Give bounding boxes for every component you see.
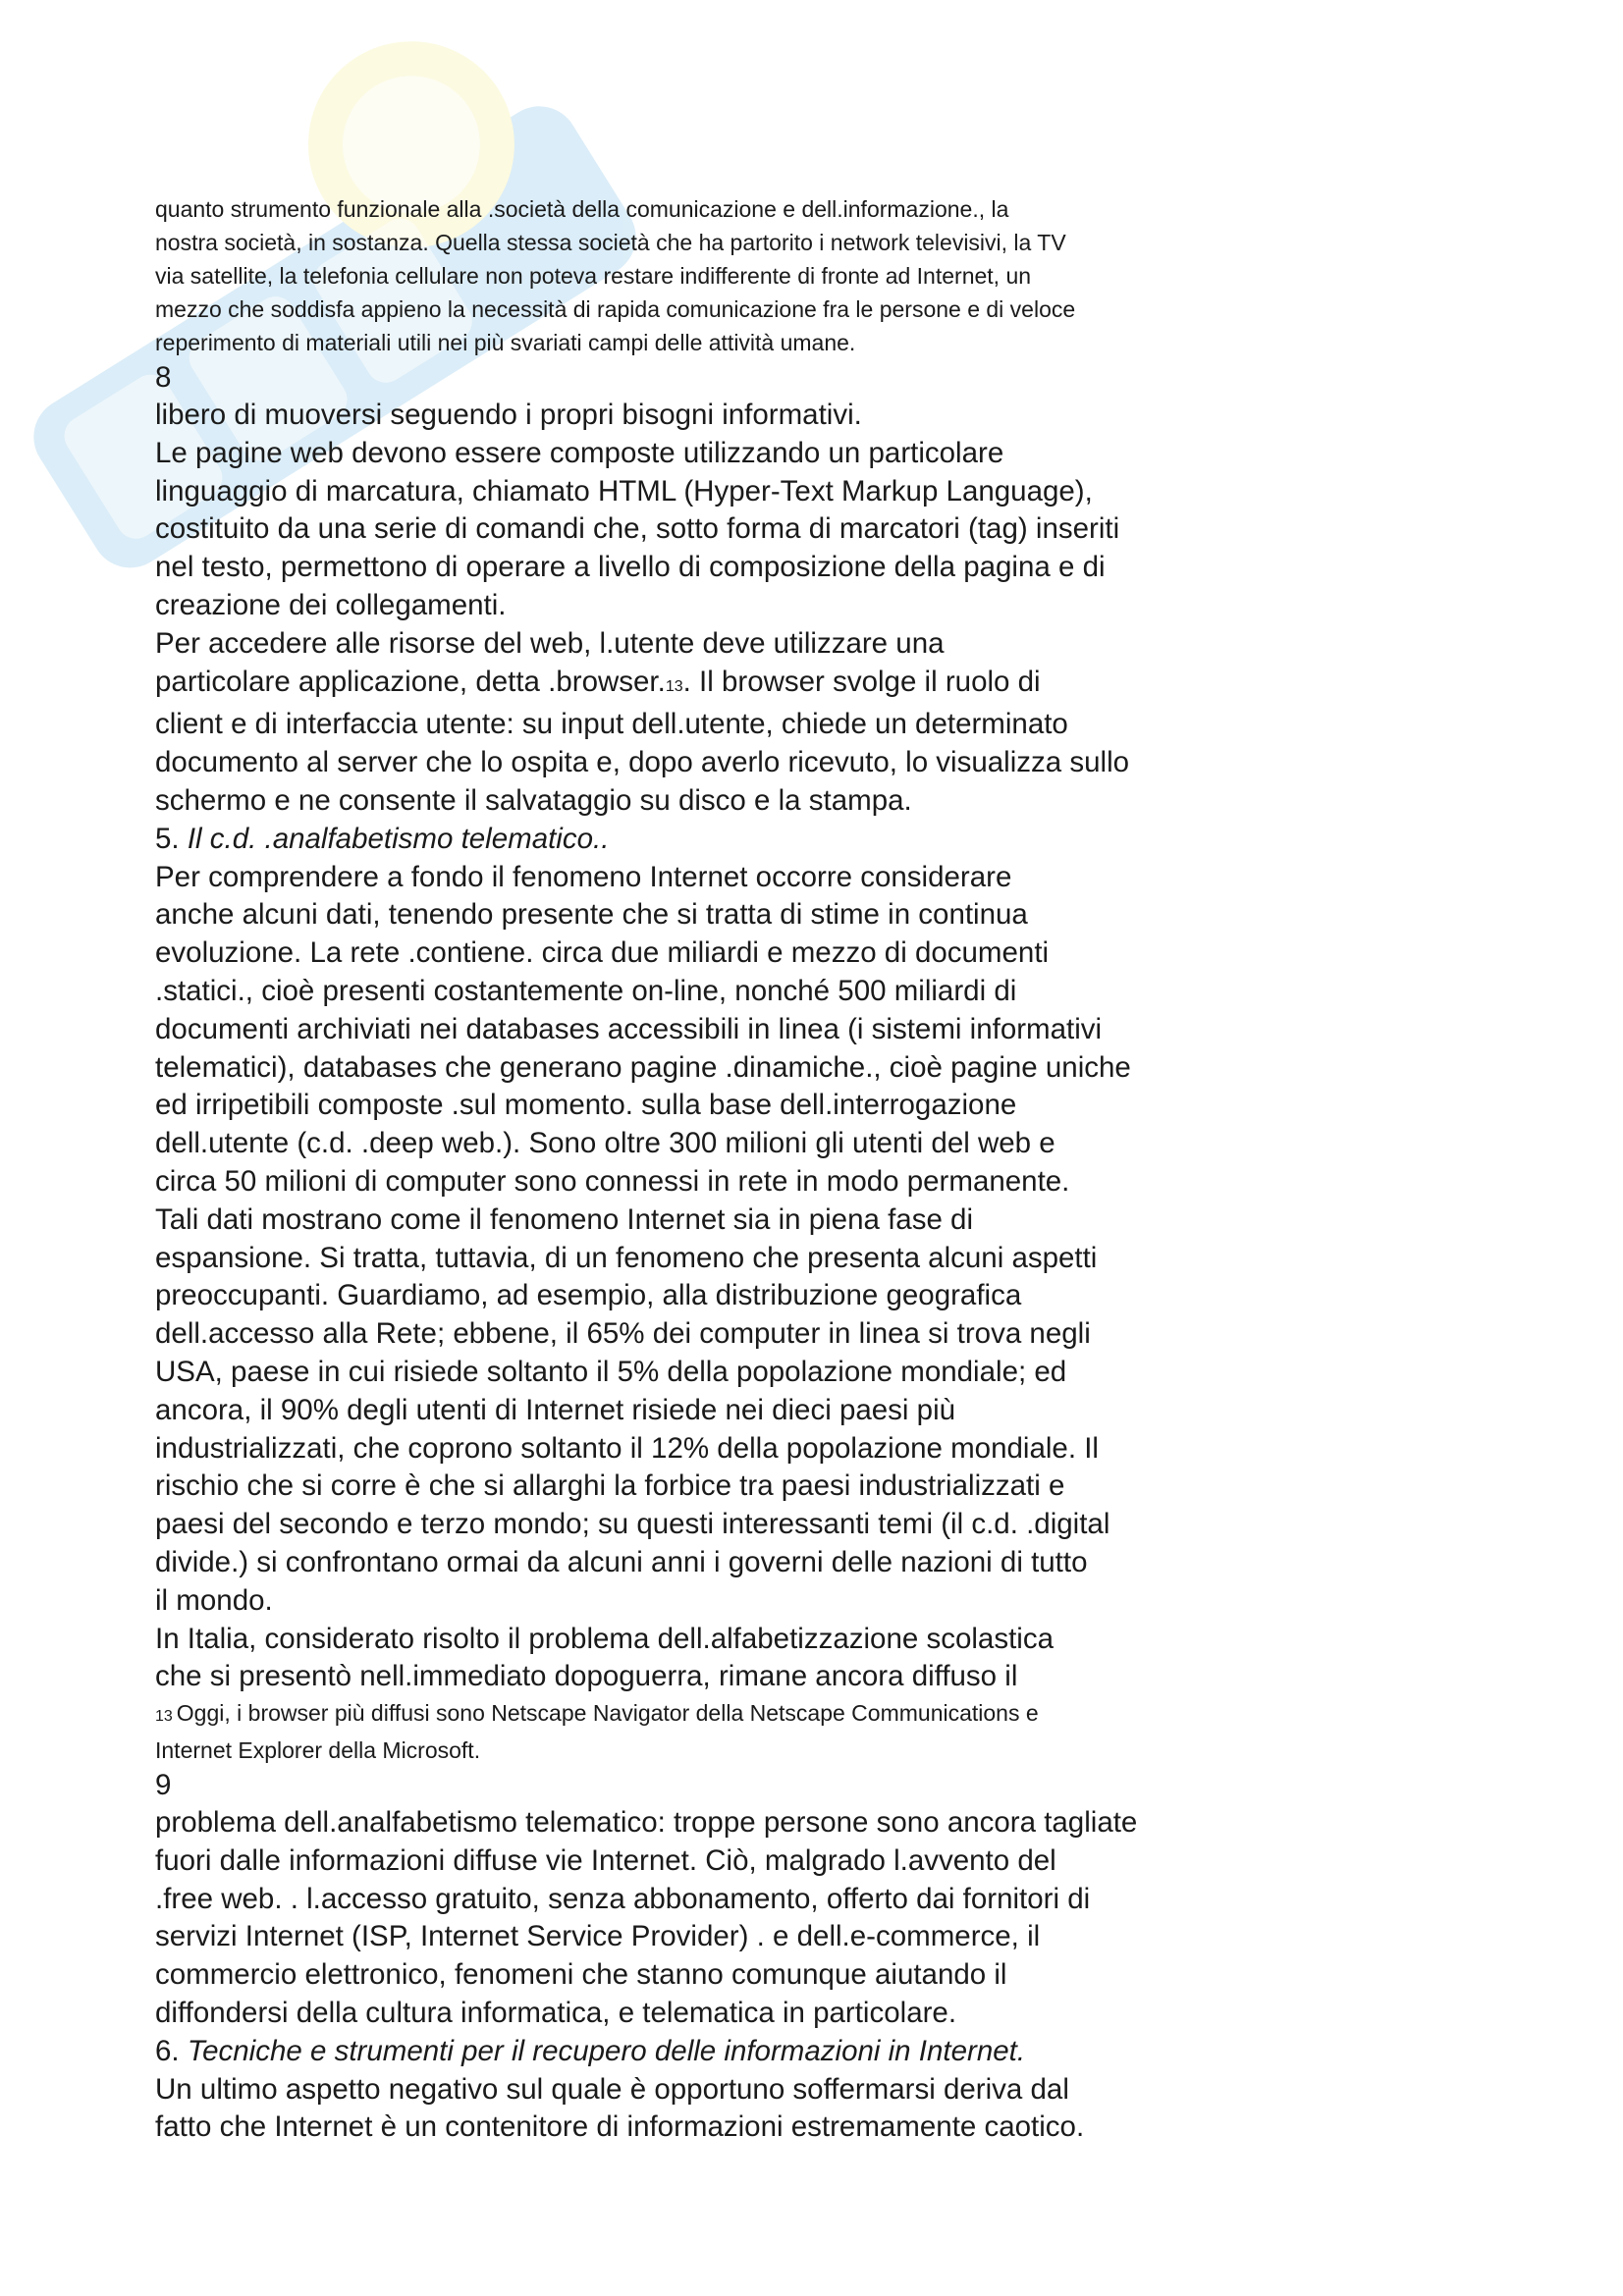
section-heading-5 [155,821,1294,859]
text-line: commercio elettronico, fenomeni che stanno comunque aiutando il [155,1958,1007,1992]
body-text [155,1804,1294,2147]
body-text [155,397,1294,1696]
document-page [155,192,1294,2147]
text-line: il mondo. [155,1583,273,1617]
text-line: via satellite, la telefonia cellulare non poteva restare indifferente di fronte ad Internet, un [155,263,1032,289]
text-line: .free web. . l.accesso gratuito, senza abbonamento, offerto dai fornitori di [155,1882,1091,1915]
text-line: evoluzione. La rete .contiene. circa due miliardi e mezzo di documenti [155,936,1050,970]
text-line: rischio che si corre è che si allarghi la forbice tra paesi industrializzati e [155,1469,1065,1503]
text-line: In Italia, considerato risolto il problema dell.alfabetizzazione scolastica [155,1622,1054,1655]
text-line: fatto che Internet è un contenitore di informazioni estremamente caotico. [155,2110,1085,2144]
intro-paragraph [155,192,1294,359]
heading-title: Tecniche e strumenti per il recupero delle informazioni in Internet. [187,2034,1026,2067]
text-line: Le pagine web devono essere composte utilizzando un particolare [155,436,1004,469]
page-number: 9 [155,1769,172,1802]
text-line: ed irripetibili composte .sul momento. sulla base dell.interrogazione [155,1089,1017,1122]
text-line: reperimento di materiali utili nei più svariati campi delle attività umane. [155,330,856,355]
heading-number: 6. [155,2034,188,2067]
heading-number: 5. [155,822,188,855]
text-line: documenti archiviati nei databases accessibili in linea (i sistemi informativi [155,1012,1103,1045]
footnote [155,1696,1294,1767]
text-line: quanto strumento funzionale alla .società della comunicazione e dell.informazione., la [155,196,1009,222]
footnote-reference[interactable]: 13 [665,677,683,695]
text-line: dell.accesso alla Rete; ebbene, il 65% dei computer in linea si trova negli [155,1317,1091,1351]
text-line: Per comprendere a fondo il fenomeno Internet occorre considerare [155,860,1012,893]
footnote-line [155,1696,1294,1734]
text-line: problema dell.analfabetismo telematico: troppe persone sono ancora tagliate [155,1806,1138,1840]
text-line: diffondersi della cultura informatica, e telematica in particolare. [155,1997,957,2030]
text-line: ancora, il 90% degli utenti di Internet risiede nei dieci paesi più [155,1393,956,1426]
text-line: preoccupanti. Guardiamo, ad esempio, alla distribuzione geografica [155,1279,1022,1312]
text-line: linguaggio di marcatura, chiamato HTML (Hyper-Text Markup Language), [155,474,1093,507]
text-line: client e di interfaccia utente: su input dell.utente, chiede un determinato [155,708,1068,741]
text-line: che si presentò nell.immediato dopoguerra, rimane ancora diffuso il [155,1660,1018,1693]
footnote-text: Oggi, i browser più diffusi sono Netscape Navigator della Netscape Communications e [176,1700,1039,1727]
text-line: libero di muoversi seguendo i propri bisogni informativi. [155,399,862,431]
text-line: fuori dalle informazioni diffuse vie Internet. Ciò, malgrado l.avvento del [155,1843,1056,1877]
text-line: mezzo che soddisfa appieno la necessità di rapida comunicazione fra le persone e di veloce [155,296,1076,322]
heading-title: Il c.d. .analfabetismo telematico.. [187,822,610,855]
text-line: Un ultimo aspetto negativo sul quale è opportuno soffermarsi deriva dal [155,2072,1069,2106]
text-line: divide.) si confrontano ormai da alcuni anni i governi delle nazioni di tutto [155,1545,1088,1578]
text-line: creazione dei collegamenti. [155,588,507,621]
text-line: .statici., cioè presenti costantemente on-line, nonché 500 miliardi di [155,974,1017,1007]
section-heading-6 [155,2033,1294,2071]
text-line: nostra società, in sostanza. Quella stessa società che ha partorito i network televisivi, la TV [155,230,1066,255]
text-line: anche alcuni dati, tenendo presente che si tratta di stime in continua [155,898,1028,932]
text-fragment: particolare applicazione, detta .browser. [155,665,666,698]
text-line: servizi Internet (ISP, Internet Service Provider) . e dell.e-commerce, il [155,1920,1041,1953]
text-line [155,664,1294,707]
text-line: schermo e ne consente il salvataggio su disco e la stampa. [155,783,912,817]
text-line: Per accedere alle risorse del web, l.utente deve utilizzare una [155,626,945,660]
text-line: documento al server che lo ospita e, dopo averlo ricevuto, lo visualizza sullo [155,746,1130,779]
text-line: industrializzati, che coprono soltanto il 12% della popolazione mondiale. Il [155,1431,1099,1465]
text-line: USA, paese in cui risiede soltanto il 5% della popolazione mondiale; ed [155,1355,1067,1388]
text-line: circa 50 milioni di computer sono connessi in rete in modo permanente. [155,1164,1070,1198]
text-line: espansione. Si tratta, tuttavia, di un fenomeno che presenta alcuni aspetti [155,1241,1098,1274]
text-line: telematici), databases che generano pagine .dinamiche., cioè pagine uniche [155,1050,1131,1084]
text-line: nel testo, permettono di operare a livello di composizione della pagina e di [155,551,1106,584]
text-line: costituito da una serie di comandi che, sotto forma di marcatori (tag) inseriti [155,512,1120,546]
page-number: 8 [155,361,172,394]
text-fragment: . Il browser svolge il ruolo di [682,665,1041,698]
text-line: dell.utente (c.d. .deep web.). Sono oltre 300 milioni gli utenti del web e [155,1127,1055,1160]
text-line: paesi del secondo e terzo mondo; su questi interessanti temi (il c.d. .digital [155,1508,1110,1541]
footnote-number: 13 [155,1708,173,1726]
text-line: Tali dati mostrano come il fenomeno Internet sia in piena fase di [155,1202,974,1236]
footnote-line: Internet Explorer della Microsoft. [155,1737,481,1764]
